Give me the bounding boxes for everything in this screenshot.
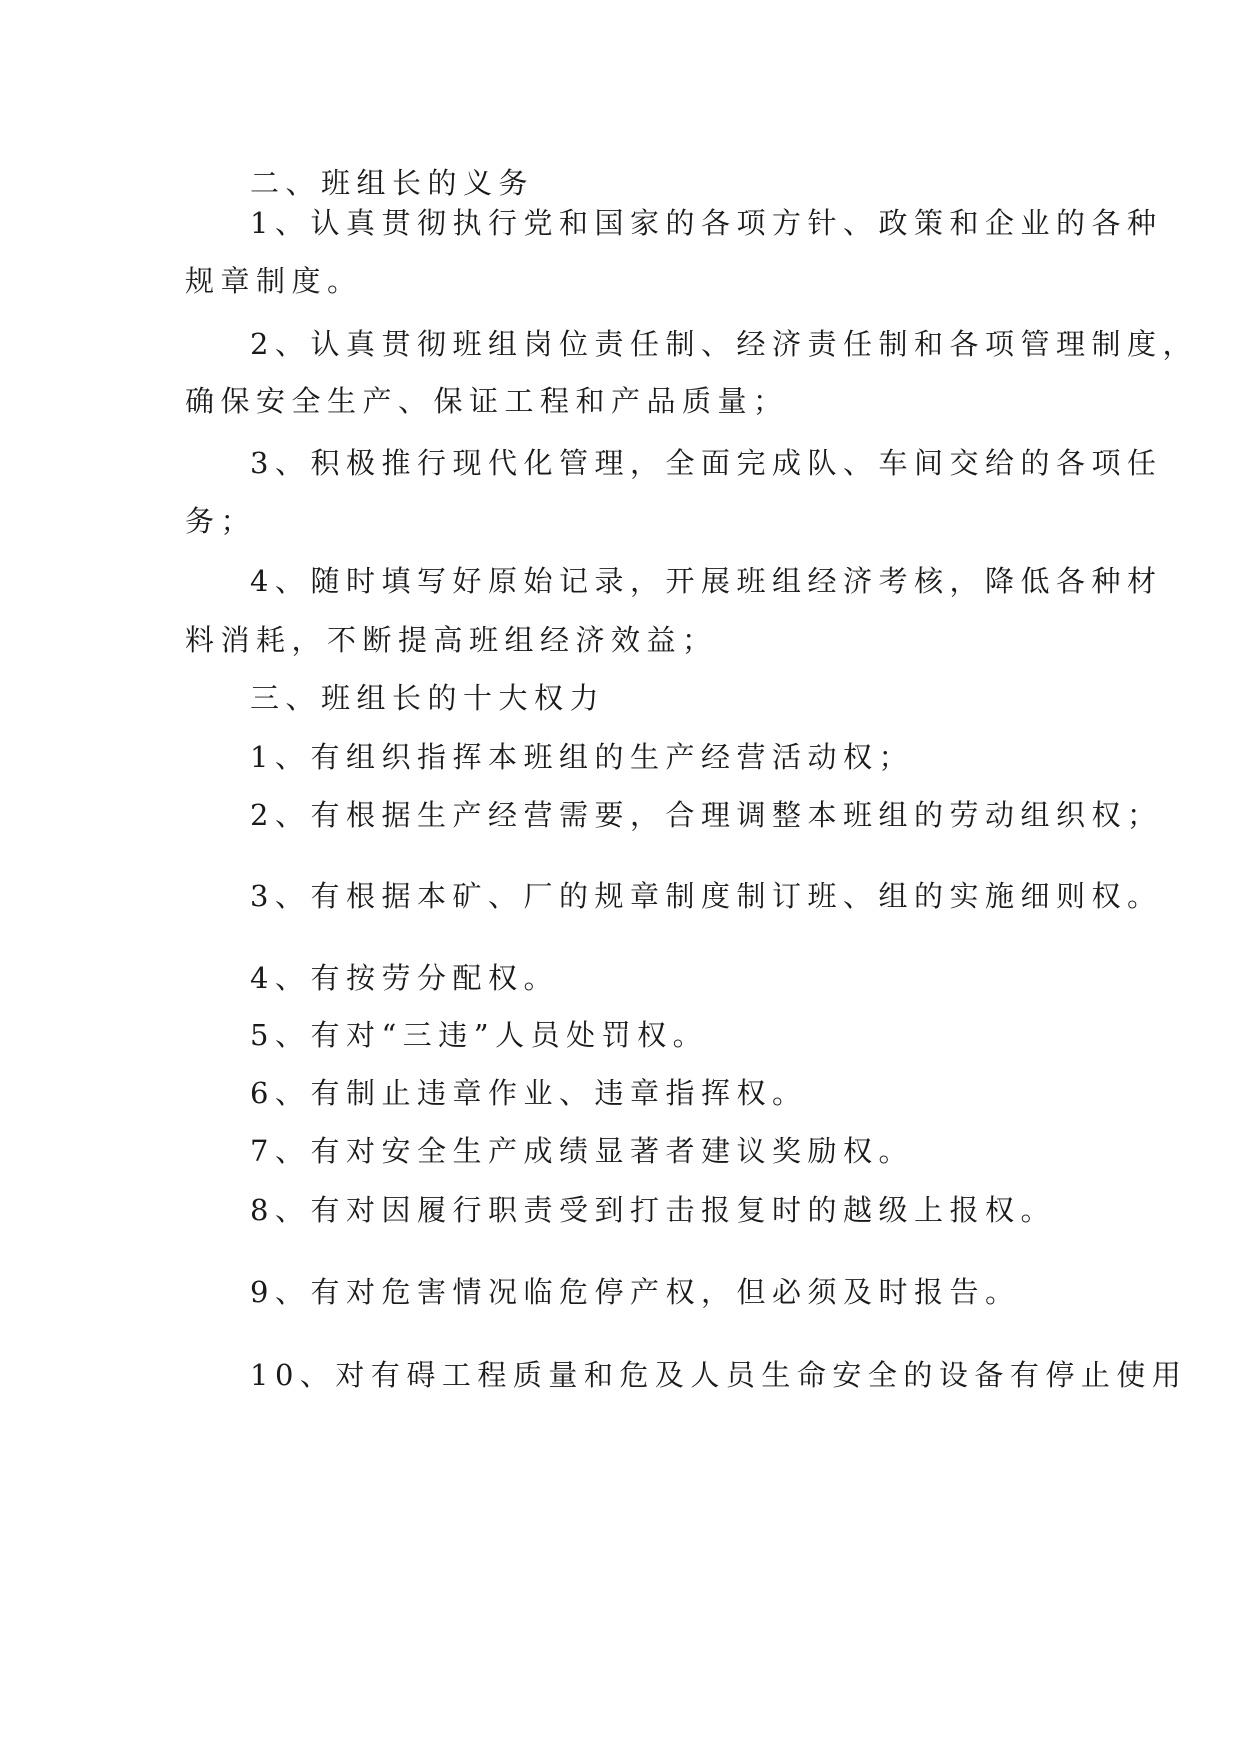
duty-item-4-line-1: 4、随时填写好原始记录，开展班组经济考核，降低各种材 <box>250 564 1163 598</box>
duty-item-1-line-1: 1、认真贯彻执行党和国家的各项方针、政策和企业的各种 <box>250 206 1163 240</box>
power-item-10: 10、对有碍工程质量和危及人员生命安全的设备有停止使用 <box>250 1358 1188 1392</box>
section-heading-duties: 二、班组长的义务 <box>250 166 535 200</box>
section-heading-powers: 三、班组长的十大权力 <box>250 681 606 715</box>
power-item-4: 4、有按劳分配权。 <box>250 961 559 995</box>
power-item-2: 2、有根据生产经营需要，合理调整本班组的劳动组织权； <box>250 798 1163 832</box>
power-item-6: 6、有制止违章作业、违章指挥权。 <box>250 1076 808 1110</box>
power-item-5: 5、有对“三违”人员处罚权。 <box>250 1018 709 1052</box>
power-item-1: 1、有组织指挥本班组的生产经营活动权； <box>250 740 914 774</box>
power-item-8: 8、有对因履行职责受到打击报复时的越级上报权。 <box>250 1193 1056 1227</box>
duty-item-3-line-1: 3、积极推行现代化管理，全面完成队、车间交给的各项任 <box>250 446 1163 480</box>
duty-item-2-line-2: 确保安全生产、保证工程和产品质量； <box>185 384 789 418</box>
duty-item-1-line-2: 规章制度。 <box>185 264 363 298</box>
duty-item-4-line-2: 料消耗，不断提高班组经济效益； <box>185 623 718 657</box>
power-item-7: 7、有对安全生产成绩显著者建议奖励权。 <box>250 1134 914 1168</box>
duty-item-2-line-1: 2、认真贯彻班组岗位责任制、经济责任制和各项管理制度， <box>250 327 1198 361</box>
duty-item-3-line-2: 务； <box>185 504 257 538</box>
power-item-3: 3、有根据本矿、厂的规章制度制订班、组的实施细则权。 <box>250 879 1163 913</box>
power-item-9: 9、有对危害情况临危停产权，但必须及时报告。 <box>250 1275 1021 1309</box>
